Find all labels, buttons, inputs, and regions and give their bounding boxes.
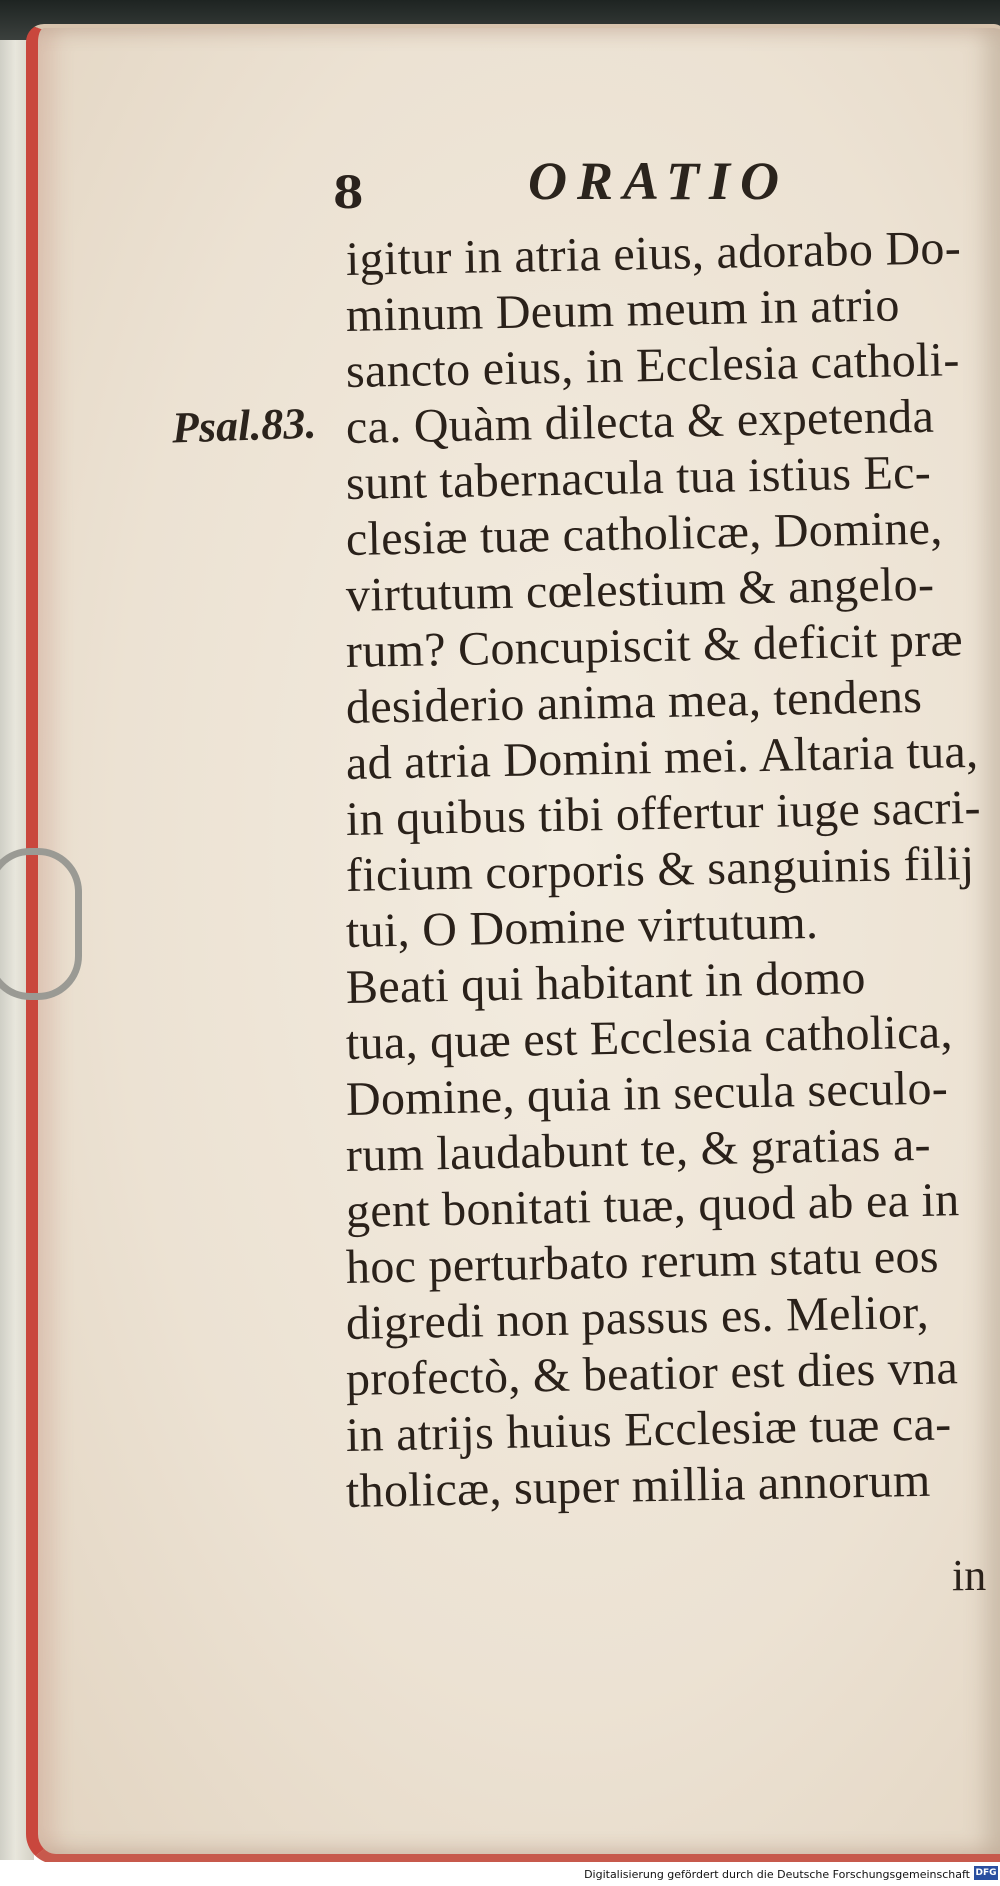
- text-line: ficium corporis & sanguinis filij: [345, 836, 975, 902]
- text-line: ad atria Domini mei. Altaria tua,: [345, 724, 979, 790]
- text-line: in quibus tibi offertur iuge sacri-: [345, 780, 982, 846]
- text-line: digredi non passus es. Melior,: [345, 1285, 930, 1350]
- text-line: hoc perturbato rerum statu eos: [345, 1229, 940, 1294]
- text-line: sancto eius, in Ecclesia catholi-: [345, 333, 961, 398]
- digitization-credit: Digitalisierung gefördert durch die Deutsche Forschungsgemeinschaft: [584, 1868, 970, 1881]
- dfg-logo-icon: DFG: [975, 1868, 997, 1878]
- text-line: virtutum cœlestium & angelo-: [345, 557, 935, 622]
- text-line: minum Deum meum in atrio: [345, 278, 901, 342]
- text-line: ca. Quàm dilecta & expetenda: [345, 389, 935, 454]
- margin-note: Psal.83.: [171, 398, 318, 453]
- catchword: in: [952, 1551, 987, 1600]
- text-line: tholicæ, super millia annorum: [345, 1453, 932, 1518]
- text-line: sunt tabernacula tua istius Ec-: [345, 445, 932, 510]
- text-line: rum laudabunt te, & gratias a-: [345, 1117, 932, 1182]
- book-clip-icon: [0, 848, 82, 1000]
- page-number: 8: [333, 168, 364, 219]
- text-line: tui, O Domine virtutum.: [345, 895, 819, 958]
- running-head: ORATIO: [528, 151, 790, 211]
- text-line: in atrijs huius Ecclesiæ tuæ ca-: [345, 1397, 952, 1462]
- text-line: Beati qui habitant in domo: [345, 951, 867, 1014]
- text-line: profectò, & beatior est dies vna: [345, 1341, 959, 1406]
- text-line: clesiæ tuæ catholicæ, Domine,: [345, 501, 943, 566]
- body-text: [345, 221, 986, 1520]
- text-line: igitur in atria eius, adorabo Do-: [345, 221, 962, 286]
- text-line: gent bonitati tuæ, quod ab ea in: [345, 1173, 960, 1238]
- text-line: Domine, quia in secula seculo-: [345, 1061, 949, 1126]
- text-line: desiderio anima mea, tendens: [345, 669, 923, 734]
- text-line: tua, quæ est Ecclesia catholica,: [345, 1005, 954, 1070]
- text-line: rum? Concupiscit & deficit præ: [345, 613, 964, 678]
